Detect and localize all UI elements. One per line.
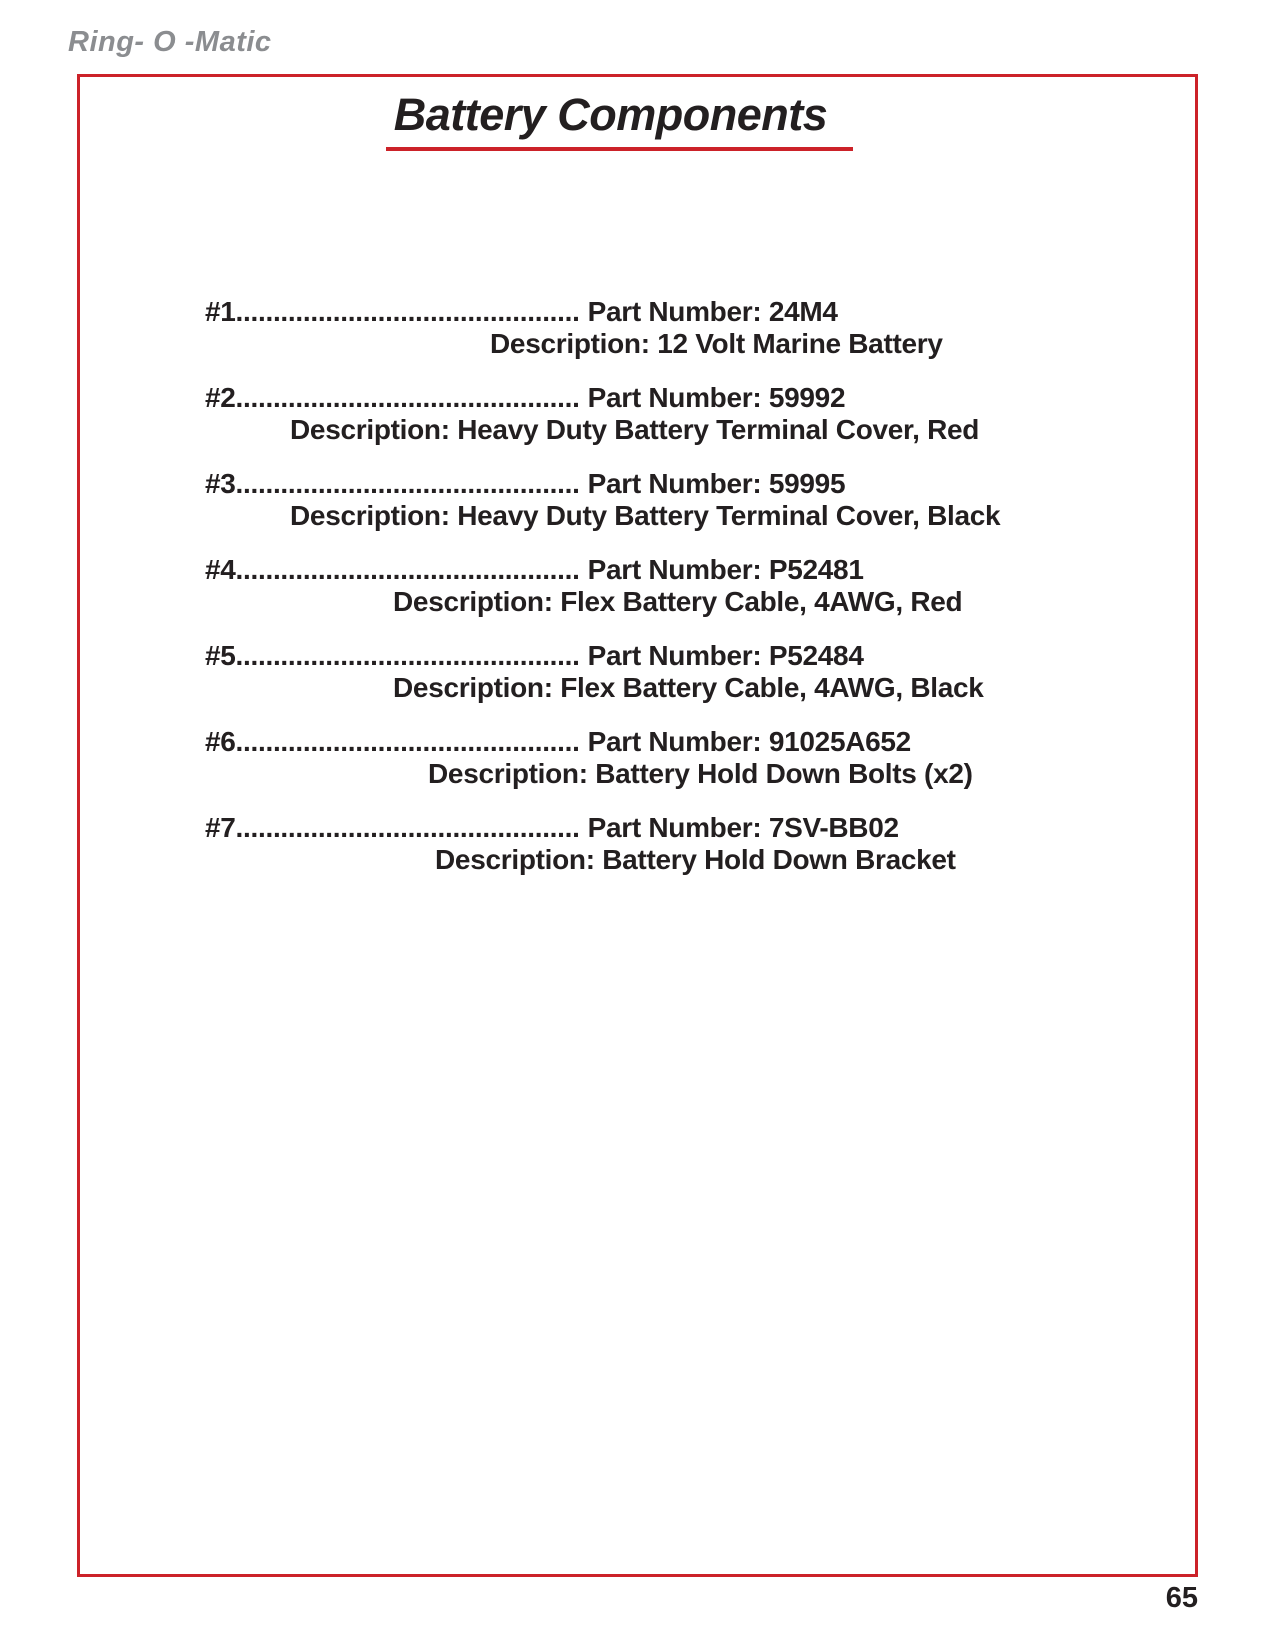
part-item-5 [205, 640, 1165, 704]
part-number: Part Number: 24M4 [587, 296, 838, 327]
part-number-line [205, 640, 1165, 672]
part-item-4 [205, 554, 1165, 618]
part-item-7 [205, 812, 1165, 876]
dot-leader: .............................................. [235, 640, 580, 671]
part-description: Description: Battery Hold Down Bracket [435, 844, 956, 875]
part-number-line [205, 382, 1165, 414]
brand-header: Ring- O -Matic [68, 26, 272, 58]
dot-leader: .............................................. [235, 296, 580, 327]
item-number: #4 [205, 554, 236, 585]
part-number: Part Number: 91025A652 [587, 726, 911, 757]
part-description: Description: 12 Volt Marine Battery [490, 328, 943, 359]
page-number: 65 [1165, 1582, 1198, 1614]
part-number-line [205, 296, 1165, 328]
part-number: Part Number: P52484 [587, 640, 864, 671]
part-item-6 [205, 726, 1165, 790]
page-title: Battery Components [386, 89, 854, 151]
dot-leader: .............................................. [235, 382, 580, 413]
dot-leader: .............................................. [235, 554, 580, 585]
part-item-3 [205, 468, 1165, 532]
dot-leader: .............................................. [235, 812, 580, 843]
item-number: #5 [205, 640, 236, 671]
item-number: #7 [205, 812, 236, 843]
item-number: #3 [205, 468, 236, 499]
item-number: #6 [205, 726, 236, 757]
part-number-line [205, 468, 1165, 500]
part-number: Part Number: 59992 [587, 382, 846, 413]
parts-list [205, 296, 1165, 898]
part-description: Description: Flex Battery Cable, 4AWG, Black [393, 672, 984, 703]
part-description: Description: Heavy Duty Battery Terminal Cover, Red [290, 414, 980, 445]
part-number-line [205, 812, 1165, 844]
page-border-frame [77, 74, 1198, 1577]
dot-leader: .............................................. [235, 726, 580, 757]
part-number-line [205, 726, 1165, 758]
part-number: Part Number: P52481 [587, 554, 864, 585]
part-number: Part Number: 59995 [587, 468, 846, 499]
part-description: Description: Battery Hold Down Bolts (x2) [428, 758, 973, 789]
part-number-line [205, 554, 1165, 586]
item-number: #1 [205, 296, 236, 327]
part-number: Part Number: 7SV-BB02 [587, 812, 899, 843]
part-item-1 [205, 296, 1165, 360]
part-item-2 [205, 382, 1165, 446]
item-number: #2 [205, 382, 236, 413]
title-row [80, 89, 1195, 151]
part-description: Description: Flex Battery Cable, 4AWG, Red [393, 586, 963, 617]
part-description: Description: Heavy Duty Battery Terminal Cover, Black [290, 500, 1001, 531]
dot-leader: .............................................. [235, 468, 580, 499]
